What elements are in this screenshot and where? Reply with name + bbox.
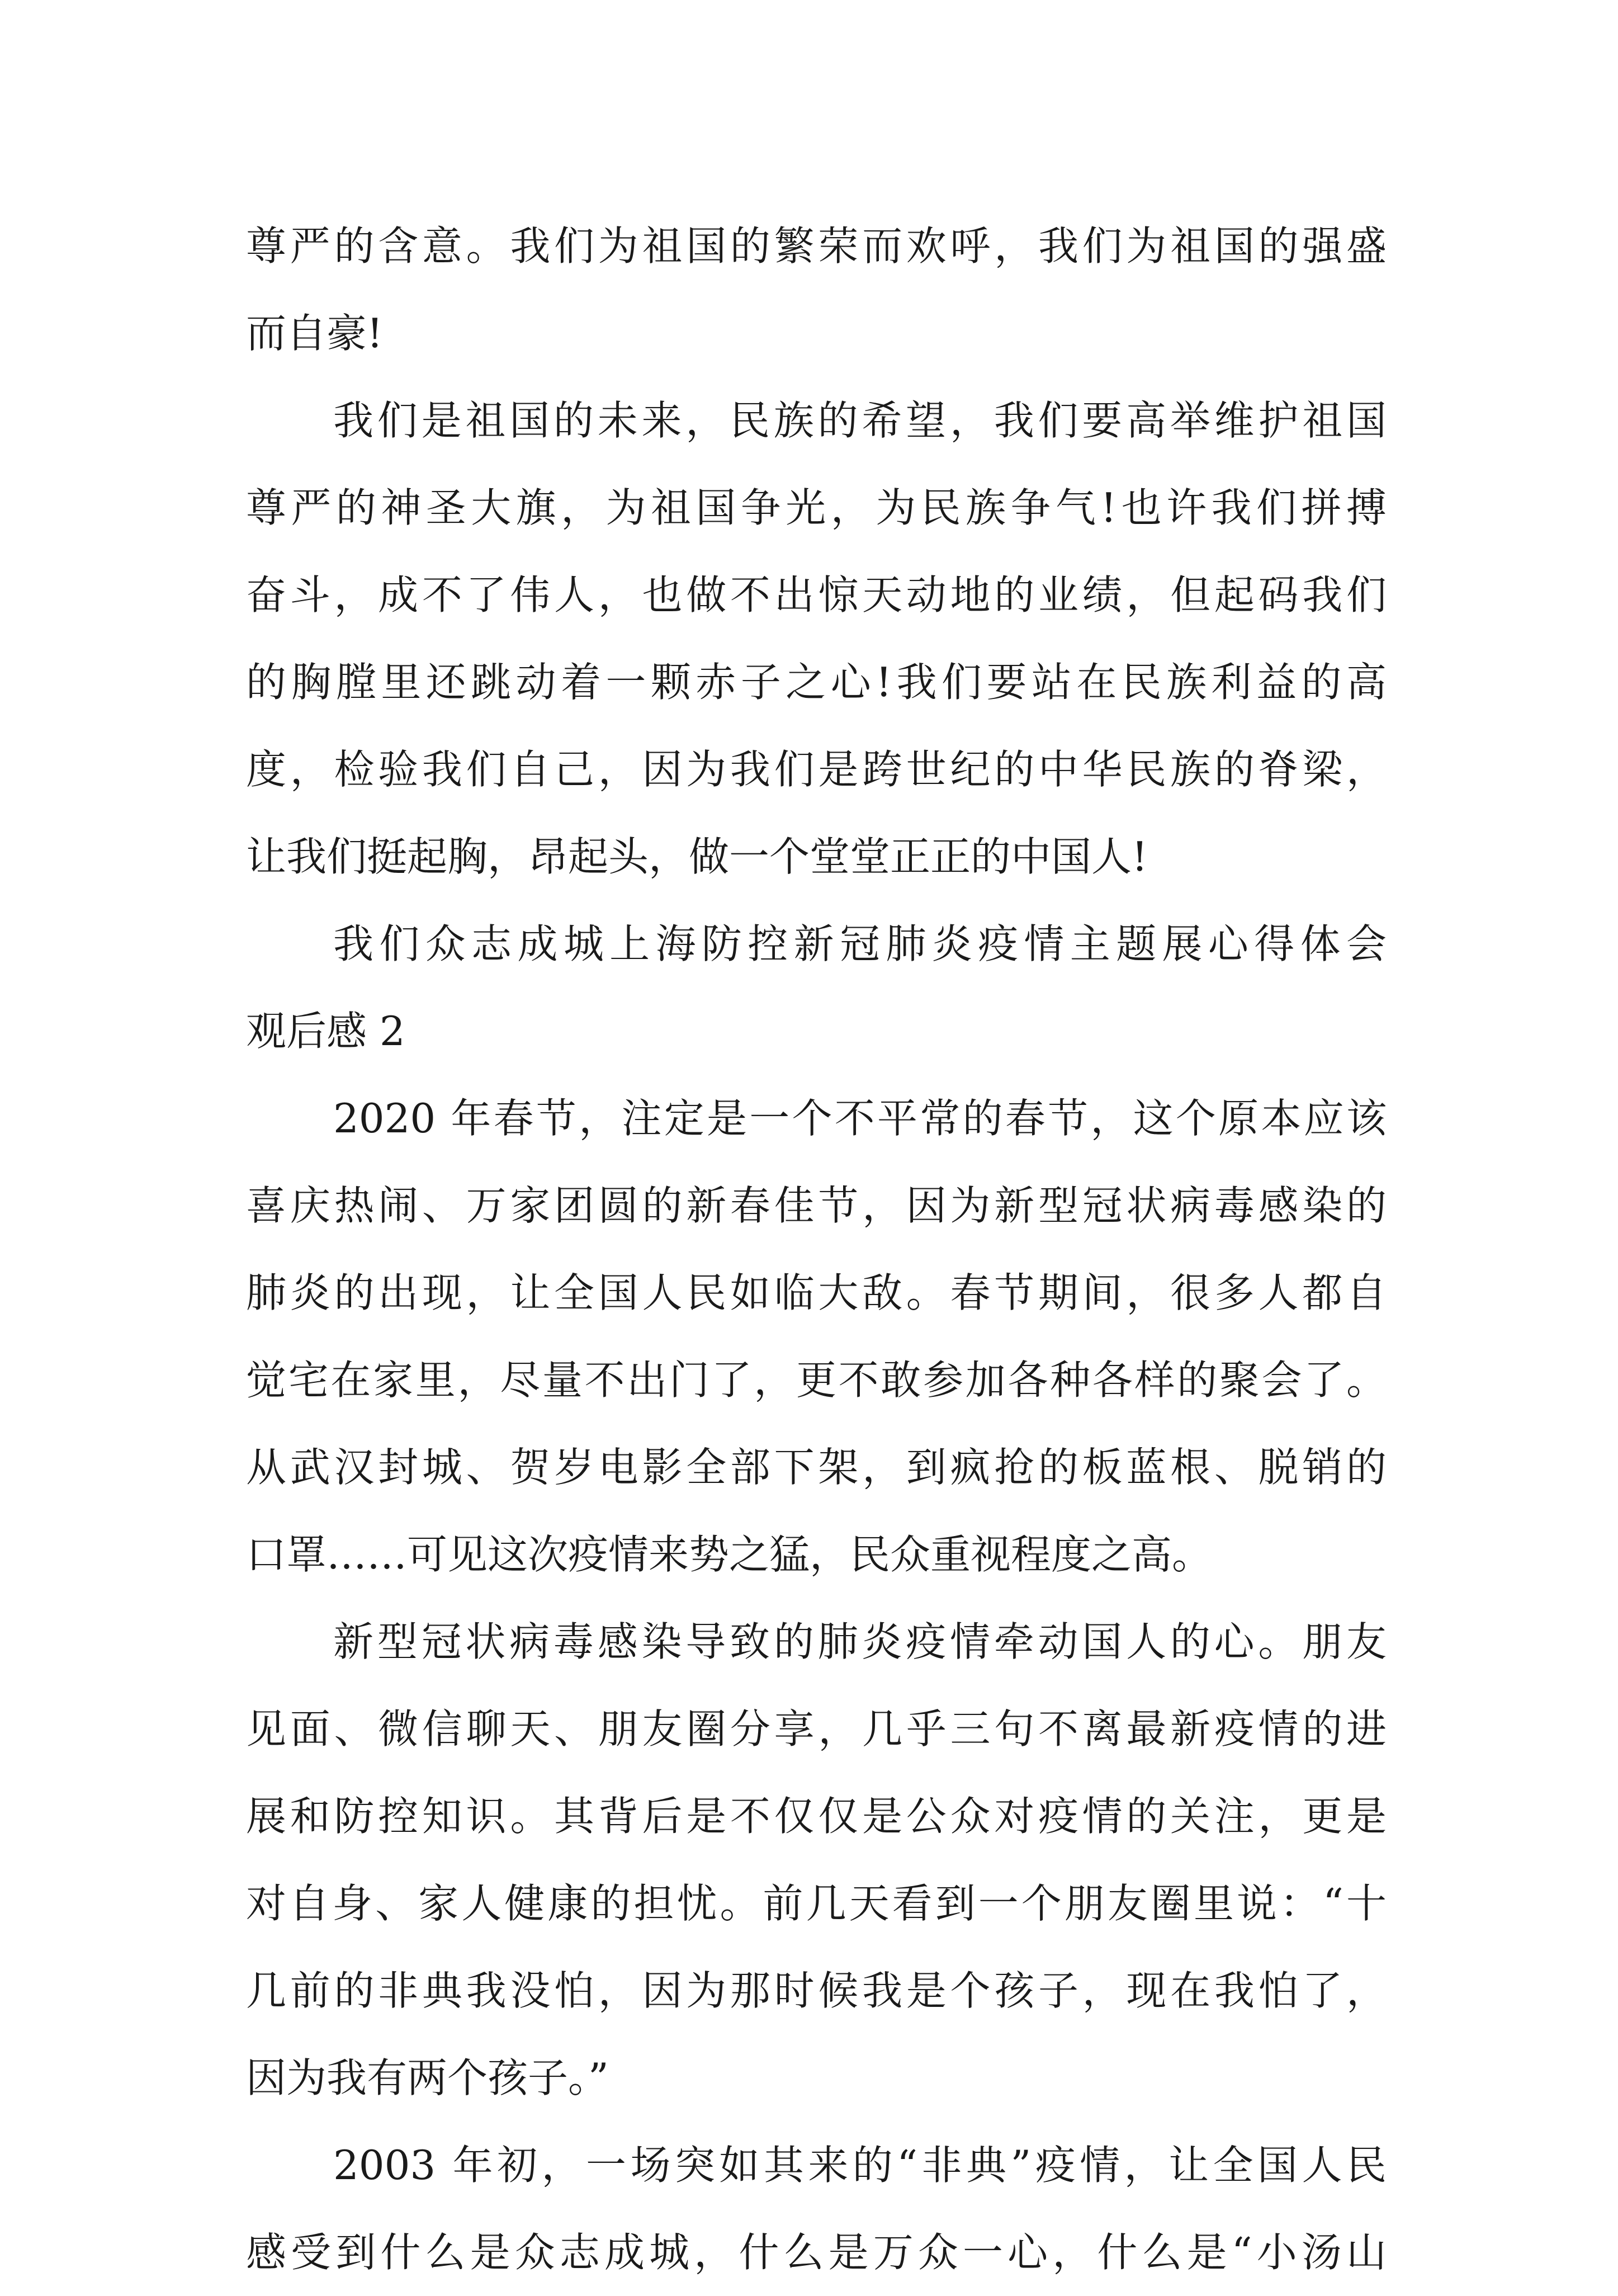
text-line: 见面、微信聊天、朋友圈分享，几乎三句不离最新疫情的进 [246,1706,1387,1752]
text-line: 2020 年春节，注定是一个不平常的春节，这个原本应该 [333,1095,1387,1142]
text-line: 2003 年初，一场突如其来的“非典”疫情，让全国人民 [333,2142,1387,2189]
text-line: 觉宅在家里，尽量不出门了，更不敢参加各种各样的聚会了。 [246,1357,1387,1404]
text-line: 的胸膛里还跳动着一颗赤子之心!我们要站在民族利益的高 [246,659,1387,706]
text-line: 几前的非典我没怕，因为那时候我是个孩子，现在我怕了， [246,1967,1387,2014]
text-line: 我们是祖国的未来，民族的希望，我们要高举维护祖国 [333,397,1387,444]
text-line: 喜庆热闹、万家团圆的新春佳节，因为新型冠状病毒感染的 [246,1182,1387,1229]
text-line: 尊严的神圣大旗，为祖国争光，为民族争气!也许我们拼搏 [246,484,1387,531]
text-line: 新型冠状病毒感染导致的肺炎疫情牵动国人的心。朋友 [333,1618,1387,1665]
text-line: 从武汉封城、贺岁电影全部下架，到疯抢的板蓝根、脱销的 [246,1444,1387,1491]
text-line: 感受到什么是众志成城，什么是万众一心，什么是“小汤山 [246,2229,1387,2276]
text-line: 对自身、家人健康的担忧。前几天看到一个朋友圈里说：“十 [246,1880,1387,1927]
text-line: 而自豪! [246,310,383,357]
document-body [246,202,1387,2296]
text-line: 口罩……可见这次疫情来势之猛，民众重视程度之高。 [246,1531,1213,1578]
text-line: 度，检验我们自己，因为我们是跨世纪的中华民族的脊梁， [246,746,1387,793]
text-line: 展和防控知识。其背后是不仅仅是公众对疫情的关注，更是 [246,1793,1387,1840]
text-line: 因为我有两个孩子。” [246,2054,609,2101]
text-line: 奋斗，成不了伟人，也做不出惊天动地的业绩，但起码我们 [246,571,1387,618]
section-heading: 我们众志成城上海防控新冠肺炎疫情主题展心得体会 [333,920,1387,967]
text-line: 尊严的含意。我们为祖国的繁荣而欢呼，我们为祖国的强盛 [246,223,1387,270]
text-line: 肺炎的出现，让全国人民如临大敌。春节期间，很多人都自 [246,1269,1387,1316]
section-heading: 观后感 2 [246,1008,405,1055]
text-line: 让我们挺起胸，昂起头，做一个堂堂正正的中国人! [246,833,1148,880]
